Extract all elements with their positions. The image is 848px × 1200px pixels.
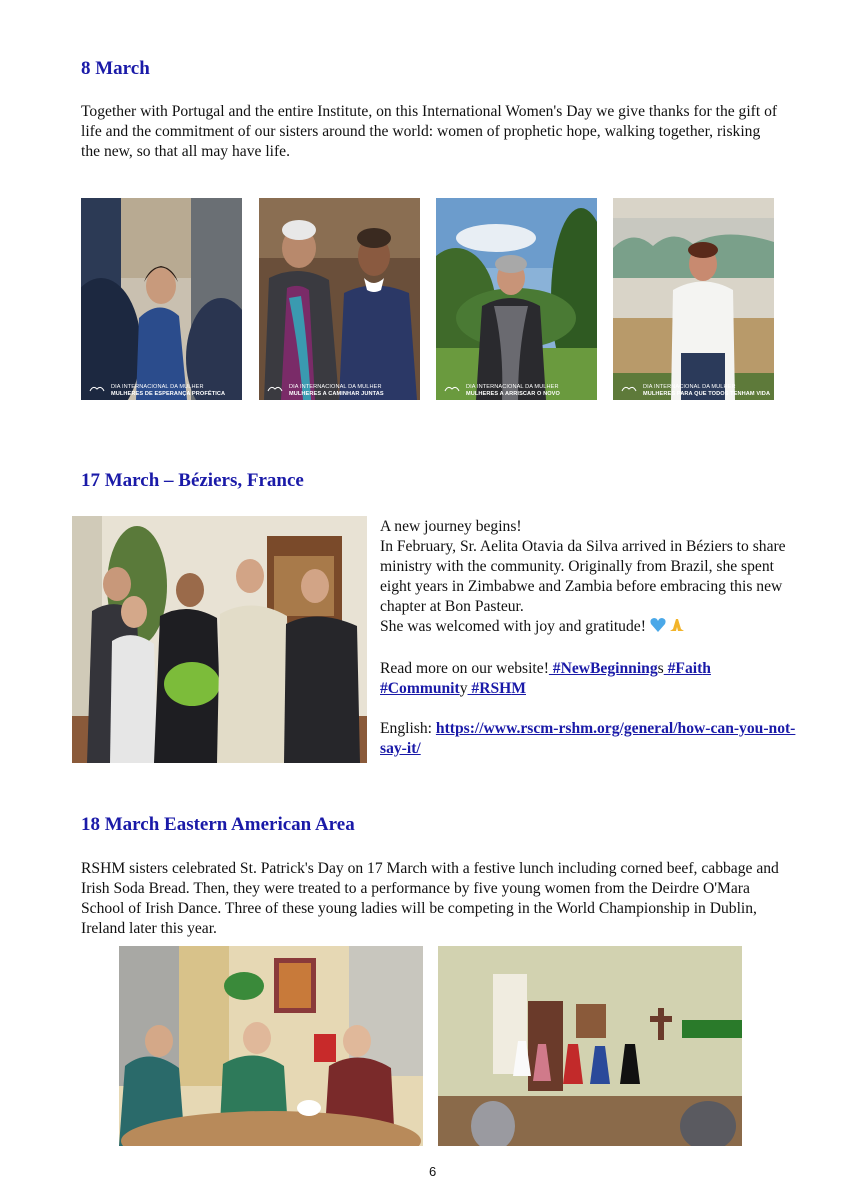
- new-journey-line: A new journey begins!: [380, 518, 522, 535]
- photo-beziers-community: [72, 516, 367, 763]
- blue-heart-praying-hands-icon: [650, 617, 684, 633]
- hashtag-faith-end[interactable]: h: [702, 660, 711, 677]
- photo-risking-new: [436, 198, 597, 400]
- paragraph-st-patricks: RSHM sisters celebrated St. Patrick's Day on 17 March with a festive lunch including corned beef, cabbage and Irish Soda Bread. Then, they were treated to a performance by five young women from the Deirdre O'Mara School of Irish Dance. Three of these young ladies will be competing in the World Championship in Dublin, Ireland later this year.: [81, 860, 779, 937]
- beziers-text-block: [380, 517, 798, 759]
- heading-18-march-eastern-american: 18 March Eastern American Area: [81, 814, 355, 835]
- caption-prophetic-hope: MULHERES DE ESPERANÇA PROFÉTICA: [111, 391, 226, 397]
- photo-all-have-life: [613, 198, 774, 400]
- hashtag-newbeginnings[interactable]: #NewBeginning: [548, 660, 658, 677]
- welcome-line: She was welcomed with joy and gratitude!: [380, 617, 798, 639]
- page-number: 6: [429, 1164, 437, 1179]
- arrival-paragraph: In February, Sr. Aelita Otavia da Silva arrived in Béziers to share ministry with the community. Originally from Brazil, she spent eight years in Zimbabwe and Zambia before embracing this new chapter at Bon Pasteur.: [380, 538, 786, 615]
- caption-line1: DIA INTERNACIONAL DA MULHER: [643, 384, 736, 390]
- hashtag-rshm-end[interactable]: M: [511, 680, 526, 697]
- photo-st-patricks-lunch: [119, 946, 423, 1146]
- rshm-logo-icon: [621, 384, 637, 394]
- hashtag-faith[interactable]: #Fait: [663, 660, 703, 677]
- hashtag-community[interactable]: #Communit: [380, 680, 460, 697]
- hashtag-rshm[interactable]: #RSH: [467, 680, 512, 697]
- heading-17-march-beziers: 17 March – Béziers, France: [81, 470, 304, 491]
- caption-line1: DIA INTERNACIONAL DA MULHER: [111, 384, 204, 390]
- paragraph-womens-day: Together with Portugal and the entire Institute, on this International Women's Day we give thanks for the gift of life and the commitment of our sisters around the world: women of prophetic hope, walking together, risking the new, so that all may have life.: [81, 103, 778, 160]
- read-more-line: Read more on our website! #NewBeginnings #Faith #Community #RSHM: [380, 660, 711, 697]
- photo-irish-dance: [438, 946, 742, 1146]
- rshm-logo-icon: [267, 384, 283, 394]
- english-article-link[interactable]: https://www.rscm-rshm.org/general/how-can-you-not-say-it/: [380, 720, 796, 757]
- heading-8-march: 8 March: [81, 58, 150, 79]
- caption-line1: DIA INTERNACIONAL DA MULHER: [289, 384, 382, 390]
- photo-prophetic-hope: [81, 198, 242, 400]
- caption-walking-together: MULHERES A CAMINHAR JUNTAS: [289, 391, 384, 397]
- rshm-logo-icon: [89, 384, 105, 394]
- rshm-logo-icon: [444, 384, 460, 394]
- caption-all-have-life: MULHERES PARA QUE TODOS TENHAM VIDA: [643, 391, 771, 397]
- caption-line1: DIA INTERNACIONAL DA MULHER: [466, 384, 559, 390]
- english-link-line: English: https://www.rscm-rshm.org/general/how-can-you-not-say-it/: [380, 720, 796, 757]
- caption-risking-new: MULHERES A ARRISCAR O NOVO: [466, 391, 560, 397]
- photo-walking-together: [259, 198, 420, 400]
